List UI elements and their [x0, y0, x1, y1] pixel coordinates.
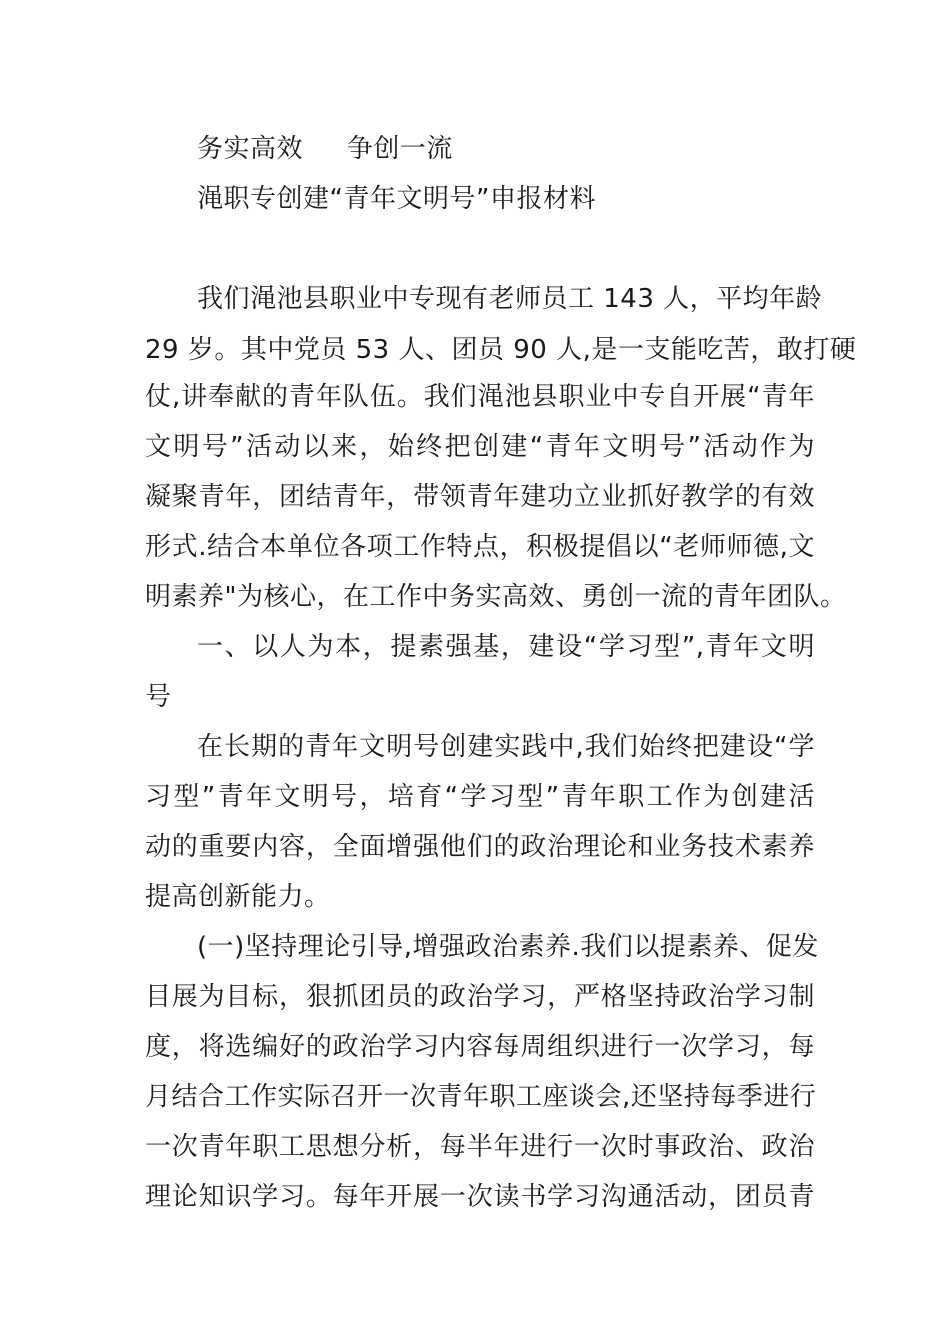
paragraph-line: 29 岁。其中党员 53 人、团员 90 人,是一支能吃苦，敢打硬: [145, 335, 857, 365]
paragraph-line: 明素养"为核心，在工作中务实高效、勇创一流的青年团队。: [145, 582, 847, 612]
paragraph-line: 动的重要内容，全面增强他们的政治理论和业务技术素养: [145, 832, 815, 862]
paragraph-line: 理论知识学习。每年开展一次读书学习沟通活动，团员青: [145, 1182, 815, 1212]
paragraph-line: 目展为目标，狠抓团员的政治学习，严格坚持政治学习制: [145, 982, 815, 1012]
subsection-line: (一)坚持理论引导,增强政治素养.我们以提素养、促发: [197, 932, 819, 962]
document-title: 渑职专创建“青年文明号”申报材料: [197, 184, 596, 214]
paragraph-line: 度，将选编好的政治学习内容每周组织进行一次学习，每: [145, 1032, 815, 1062]
paragraph-line: 我们渑池县职业中专现有老师员工 143 人，平均年龄: [197, 284, 823, 314]
section-heading: 一、以人为本，提素强基，建设“学习型”,青年文明: [197, 632, 815, 662]
heading-slogan: 务实高效 争创一流: [197, 134, 453, 164]
section-heading-end: 号: [145, 682, 172, 712]
paragraph-line: 提高创新能力。: [145, 882, 331, 912]
paragraph-line: 月结合工作实际召开一次青年职工座谈会,还坚持每季进行: [145, 1082, 817, 1112]
paragraph-line: 一次青年职工思想分析，每半年进行一次时事政治、政治: [145, 1132, 815, 1162]
paragraph-line: 习型”青年文明号，培育“学习型”青年职工作为创建活: [145, 782, 815, 812]
paragraph-line: 凝聚青年，团结青年，带领青年建功立业抓好教学的有效: [145, 482, 815, 512]
paragraph-line: 形式.结合本单位各项工作特点，积极提倡以“老师师德,文: [145, 532, 815, 562]
paragraph-line: 在长期的青年文明号创建实践中,我们始终把建设“学: [197, 732, 815, 762]
paragraph-line: 仗,讲奉献的青年队伍。我们渑池县职业中专自开展“青年: [145, 382, 815, 412]
paragraph-line: 文明号”活动以来，始终把创建“青年文明号”活动作为: [145, 432, 815, 462]
